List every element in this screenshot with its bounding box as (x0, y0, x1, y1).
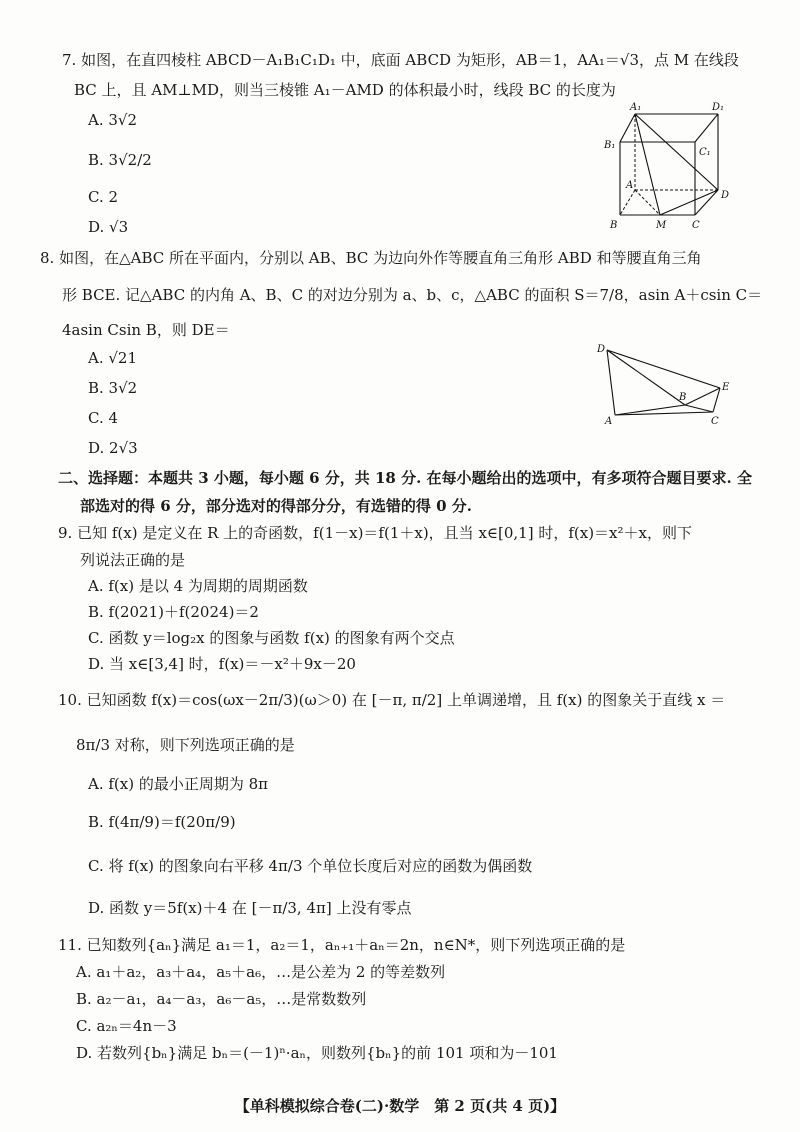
q7-option-a: A. 3√2 (88, 111, 138, 129)
q8-option-a: A. √21 (88, 349, 138, 367)
q8-label-c: C (711, 416, 719, 427)
q11-option-b: B. a₂－a₁，a₄－a₃，a₆－a₅，…是常数数列 (76, 990, 367, 1008)
q7-stem-line2: BC 上，且 AM⊥MD，则当三棱锥 A₁－AMD 的体积最小时，线段 BC 的长度为 (74, 81, 616, 99)
q11-option-d: D. 若数列{bₙ}满足 bₙ＝(－1)ⁿ·aₙ，则数列{bₙ}的前 101 项和为－101 (76, 1044, 558, 1062)
q7-label-a1: A₁ (630, 102, 642, 113)
page-footer: 【单科模拟综合卷(二)·数学 第 2 页(共 4 页)】 (234, 1097, 566, 1115)
q7-label-d: D (721, 190, 730, 201)
section2-heading-line2: 部选对的得 6 分，部分选对的得部分分，有选错的得 0 分. (80, 497, 472, 515)
q8-stem-line2: 形 BCE. 记△ABC 的内角 A、B、C 的对边分别为 a、b、c，△ABC 的面积 S＝7/8，asin A＋csin C＝ (62, 286, 763, 304)
q11-option-c: C. a₂ₙ＝4n－3 (76, 1017, 177, 1035)
q9-option-d: D. 当 x∈[3,4] 时，f(x)＝－x²＋9x－20 (88, 655, 356, 673)
q7-label-c: C (692, 220, 700, 231)
q9-stem-line1: 9. 已知 f(x) 是定义在 R 上的奇函数，f(1－x)＝f(1＋x)，且当 x∈[0,1] 时，f(x)＝x²＋x，则下 (58, 524, 692, 542)
q10-stem-line2: 8π/3 对称，则下列选项正确的是 (76, 736, 295, 754)
q7-label-b1: B₁ (604, 140, 616, 151)
q9-stem-line2: 列说法正确的是 (80, 551, 186, 569)
q7-label-c1: C₁ (699, 147, 711, 158)
q7-option-d: D. √3 (88, 218, 129, 236)
q9-option-c: C. 函数 y＝log₂x 的图象与函数 f(x) 的图象有两个交点 (88, 629, 455, 647)
q7-label-a: A (626, 180, 634, 191)
q7-stem-line1: 7. 如图，在直四棱柱 ABCD－A₁B₁C₁D₁ 中，底面 ABCD 为矩形，AB＝1，AA₁＝√3，点 M 在线段 (62, 51, 739, 69)
section2-heading-line1: 二、选择题：本题共 3 小题，每小题 6 分，共 18 分. 在每小题给出的选项中，有多项符合题目要求. 全 (58, 469, 752, 487)
q8-option-d: D. 2√3 (88, 439, 138, 457)
q7-label-b: B (610, 220, 618, 231)
q7-label-d1: D₁ (712, 102, 725, 113)
q11-stem-line1: 11. 已知数列{aₙ}满足 a₁＝1，a₂＝1，aₙ₊₁＋aₙ＝2n，n∈N*，则下列选项正确的是 (58, 936, 626, 954)
q8-label-e: E (722, 382, 730, 393)
q8-label-b: B (679, 392, 687, 403)
q7-label-m: M (656, 220, 667, 231)
q10-option-a: A. f(x) 的最小正周期为 8π (88, 775, 269, 793)
q8-label-a: A (605, 416, 613, 427)
q7-option-b: B. 3√2/2 (88, 151, 152, 169)
q10-option-c: C. 将 f(x) 的图象向右平移 4π/3 个单位长度后对应的函数为偶函数 (88, 857, 533, 875)
q8-option-c: C. 4 (88, 409, 119, 427)
q10-option-d: D. 函数 y＝5f(x)＋4 在 [－π/3, 4π] 上没有零点 (88, 899, 412, 917)
q9-option-a: A. f(x) 是以 4 为周期的周期函数 (88, 577, 308, 595)
q8-label-d: D (597, 344, 606, 355)
q8-option-b: B. 3√2 (88, 379, 138, 397)
q10-option-b: B. f(4π/9)＝f(20π/9) (88, 813, 236, 831)
q7-prism-figure (600, 100, 735, 240)
q8-stem-line3: 4asin Csin B，则 DE＝ (62, 321, 230, 339)
q8-triangle-figure (595, 340, 740, 430)
q11-option-a: A. a₁＋a₂，a₃＋a₄，a₅＋a₆，…是公差为 2 的等差数列 (76, 963, 446, 981)
q10-stem-line1: 10. 已知函数 f(x)＝cos(ωx－2π/3)(ω＞0) 在 [－π, π/2] 上单调递增，且 f(x) 的图象关于直线 x ＝ (58, 691, 726, 709)
q8-stem-line1: 8. 如图，在△ABC 所在平面内，分别以 AB、BC 为边向外作等腰直角三角形 ABD 和等腰直角三角 (40, 249, 702, 267)
q7-option-c: C. 2 (88, 188, 119, 206)
q9-option-b: B. f(2021)＋f(2024)＝2 (88, 603, 259, 621)
